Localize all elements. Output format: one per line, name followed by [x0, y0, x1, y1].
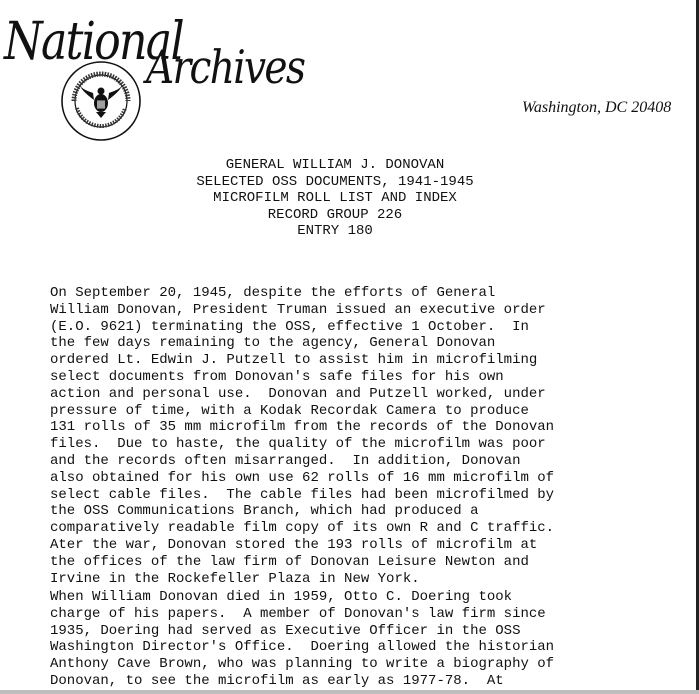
letterhead-location: Washington, DC 20408	[522, 99, 672, 116]
text-line: the offices of the law firm of Donovan Leisure Newton and	[50, 553, 529, 570]
body-paragraph-1	[50, 285, 554, 587]
letterhead-national-word: National	[4, 12, 183, 72]
text-line: select documents from Donovan's safe files for his own	[50, 368, 504, 385]
title-line: ENTRY 180	[297, 223, 373, 239]
title-line: SELECTED OSS DOCUMENTS, 1941-1945	[196, 173, 474, 190]
text-line: the OSS Communications Branch, which had produced a	[50, 503, 479, 520]
text-line: the few days remaining to the agency, General Donovan	[50, 335, 496, 352]
text-line: (E.O. 9621) terminating the OSS, effective 1 October. In	[50, 318, 529, 335]
text-line: select cable files. The cable files had been microfilmed by	[50, 486, 555, 503]
title-line: GENERAL WILLIAM J. DONOVAN	[225, 157, 445, 173]
document-title-block	[140, 157, 530, 240]
text-line: also obtained for his own use 62 rolls of 16 mm microfilm of	[50, 469, 555, 486]
text-line: Washington Director's Office. Doering allowed the historian	[50, 639, 555, 656]
text-line: files. Due to haste, the quality of the microfilm was poor	[50, 436, 546, 453]
text-line: and the records often misarranged. In addition, Donovan	[50, 452, 521, 469]
text-line: action and personal use. Donovan and Putzell worked, under	[50, 385, 546, 402]
text-line: charge of his papers. A member of Donovan's law firm since	[50, 605, 546, 622]
text-line: William Donovan, President Truman issued an executive order	[50, 301, 546, 318]
bottom-edge-shadow	[0, 690, 699, 694]
body-paragraph-2	[50, 589, 554, 690]
text-line: ordered Lt. Edwin J. Putzell to assist him in microfilming	[50, 352, 538, 369]
text-line: Anthony Cave Brown, who was planning to write a biography of	[50, 656, 555, 673]
title-line: RECORD GROUP 226	[267, 206, 403, 223]
national-archives-seal-icon	[60, 60, 142, 142]
text-line: 1935, Doering had served as Executive Officer in the OSS	[50, 622, 521, 639]
letterhead-archives-word: Archives	[146, 40, 305, 94]
text-line: Ater the war, Donovan stored the 193 rolls of microfilm at	[50, 536, 538, 553]
text-line: Irvine in the Rockefeller Plaza in New York.	[50, 570, 420, 587]
text-line: comparatively readable film copy of its own R and C traffic.	[50, 520, 555, 537]
text-line: On September 20, 1945, despite the efforts of General	[50, 285, 496, 301]
text-line: Donovan, to see the microfilm as early as 1977-78. At	[50, 672, 504, 689]
text-line: 131 rolls of 35 mm microfilm from the records of the Donovan	[50, 419, 555, 436]
title-line: MICROFILM ROLL LIST AND INDEX	[213, 190, 457, 206]
text-line: pressure of time, with a Kodak Recordak Camera to produce	[50, 402, 529, 419]
text-line: When William Donovan died in 1959, Otto C. Doering took	[50, 589, 513, 605]
